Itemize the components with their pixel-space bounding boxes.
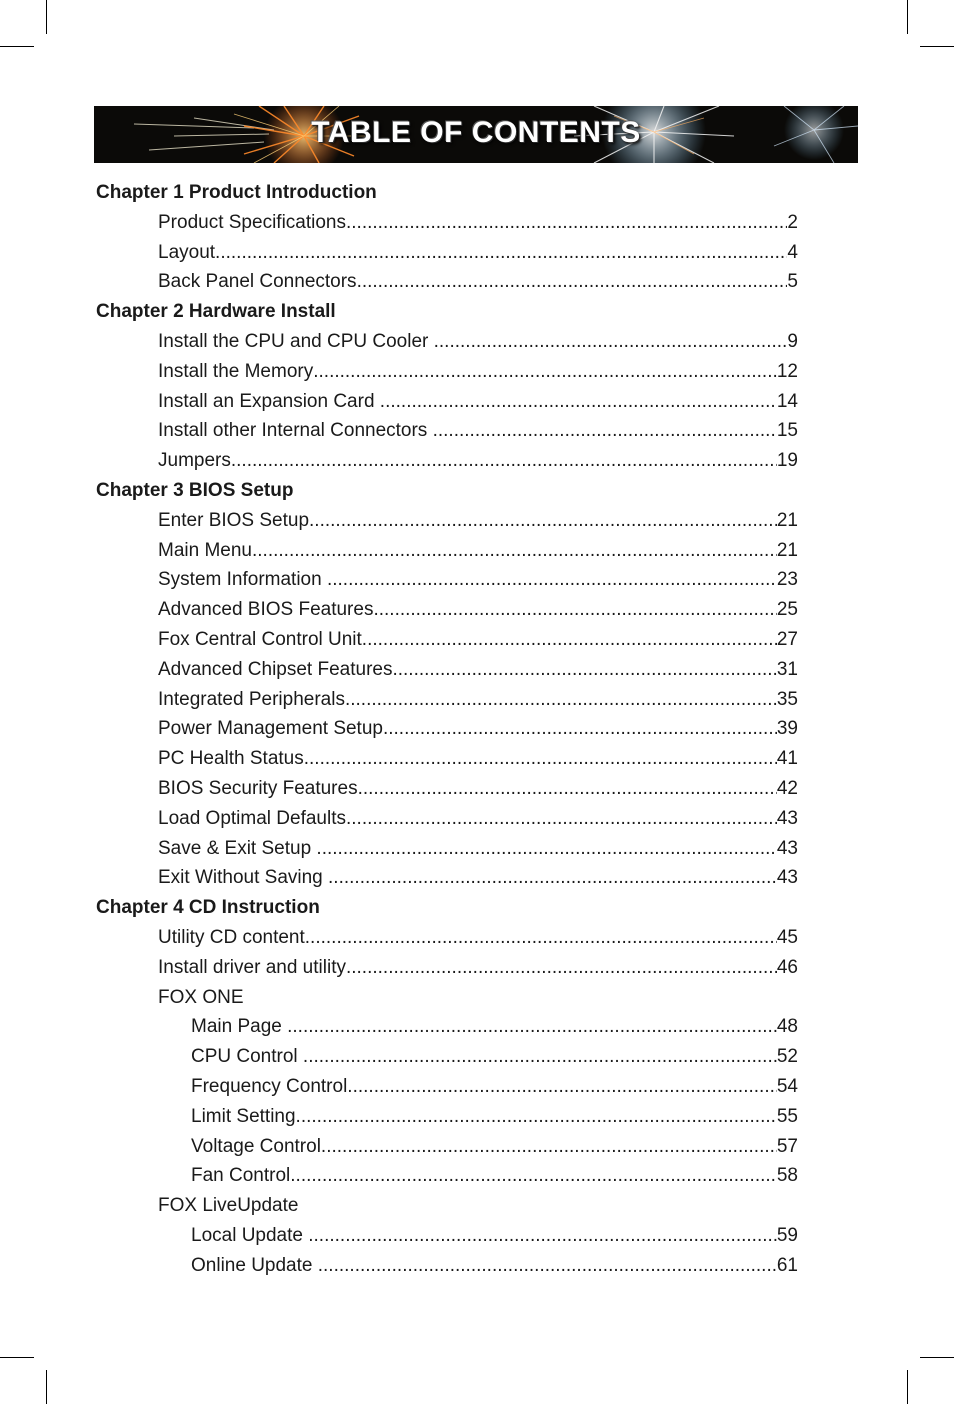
toc-page-number: 57 <box>776 1135 798 1157</box>
toc-entry-label: Install driver and utility <box>158 956 346 978</box>
dot-leader <box>347 1072 777 1102</box>
dot-leader <box>287 1012 777 1042</box>
toc-entry <box>96 685 798 715</box>
toc-entry-label: BIOS Security Features <box>158 777 358 799</box>
dot-leader <box>316 834 776 864</box>
dot-leader <box>304 744 777 774</box>
dot-leader <box>303 1042 777 1072</box>
toc-title: TABLE OF CONTENTS <box>311 116 641 149</box>
toc-entry-label: Power Management Setup <box>158 718 383 740</box>
toc-page-number: 42 <box>776 777 798 799</box>
crop-mark <box>920 1357 954 1358</box>
toc-page-number: 41 <box>776 748 798 770</box>
dot-leader <box>434 327 788 357</box>
dot-leader <box>313 357 777 387</box>
toc-chapter-heading: Chapter 2 Hardware Install <box>96 301 336 323</box>
dot-leader <box>380 387 777 417</box>
toc-entry <box>96 744 798 774</box>
toc-entry <box>96 1132 798 1162</box>
toc-page-number: 39 <box>776 718 798 740</box>
dot-leader <box>383 714 777 744</box>
dot-leader <box>328 863 777 893</box>
dot-leader <box>305 923 777 953</box>
toc-entry-label: Install the Memory <box>158 360 314 382</box>
toc-page-number: 48 <box>776 1016 798 1038</box>
toc-entry-label: Jumpers <box>158 450 231 472</box>
toc-entry <box>96 267 798 297</box>
crop-mark <box>0 1357 34 1358</box>
toc-page-number: 14 <box>776 390 798 412</box>
toc-page-number: 31 <box>776 658 798 680</box>
toc-page-number: 23 <box>776 569 798 591</box>
toc-entry <box>96 655 798 685</box>
toc-chapter-heading: Chapter 1 Product Introduction <box>96 182 377 203</box>
toc-entry-label: Main Menu <box>158 539 252 561</box>
dot-leader <box>346 953 777 983</box>
toc-page-number: 61 <box>776 1254 798 1276</box>
crop-mark <box>46 0 47 34</box>
toc-entry-label: Advanced BIOS Features <box>158 599 374 621</box>
toc-entry <box>96 1072 798 1102</box>
toc-entry <box>96 774 798 804</box>
toc-entry <box>96 1251 798 1281</box>
dot-leader <box>309 506 777 536</box>
dot-leader <box>392 655 776 685</box>
toc-page-number: 54 <box>776 1075 798 1097</box>
toc-entry-label: PC Health Status <box>158 748 304 770</box>
toc-entry-label: Install the CPU and CPU Cooler <box>158 330 434 352</box>
toc-entry <box>96 506 798 536</box>
dot-leader <box>252 536 777 566</box>
toc-section-heading: FOX ONE <box>158 986 244 1008</box>
toc-entry-label: Exit Without Saving <box>158 867 329 889</box>
toc-entry <box>96 834 798 864</box>
toc-entry <box>96 1102 798 1132</box>
toc-page-number: 12 <box>776 360 798 382</box>
toc-entry-label: Online Update <box>191 1254 318 1276</box>
dot-leader <box>362 625 777 655</box>
toc-entry <box>96 416 798 446</box>
toc-page-number: 19 <box>776 450 798 472</box>
dot-leader <box>215 238 787 268</box>
dot-leader <box>373 595 776 625</box>
toc-page-number: 4 <box>787 241 798 263</box>
toc-entry <box>96 357 798 387</box>
toc-entry <box>96 625 798 655</box>
toc-page-number: 43 <box>776 837 798 859</box>
toc-entry-label: Voltage Control <box>191 1135 321 1157</box>
toc-page-number: 46 <box>776 956 798 978</box>
toc-entry-label: Back Panel Connectors <box>158 271 357 293</box>
toc-page-number: 45 <box>776 926 798 948</box>
toc-entry <box>96 536 798 566</box>
toc-entry <box>96 1161 798 1191</box>
toc-entry-label: System Information <box>158 569 327 591</box>
toc-list <box>96 178 798 1280</box>
toc-chapter-heading: Chapter 4 CD Instruction <box>96 897 320 919</box>
toc-entry-label: Install other Internal Connectors <box>158 420 433 442</box>
toc-page-number: 2 <box>787 211 798 233</box>
toc-entry <box>96 1012 798 1042</box>
crop-mark <box>907 1370 908 1404</box>
toc-entry <box>96 238 798 268</box>
toc-page-number: 59 <box>776 1224 798 1246</box>
dot-leader <box>357 267 788 297</box>
toc-entry-label: Limit Setting <box>191 1105 296 1127</box>
toc-entry-label: Layout <box>158 241 216 263</box>
crop-mark <box>920 46 954 47</box>
toc-page-number: 43 <box>776 807 798 829</box>
toc-page-number: 52 <box>776 1046 798 1068</box>
dot-leader <box>290 1161 777 1191</box>
crop-mark <box>0 46 34 47</box>
dot-leader <box>318 1251 777 1281</box>
crop-mark <box>907 0 908 34</box>
dot-leader <box>231 446 777 476</box>
toc-entry-label: Frequency Control <box>191 1075 348 1097</box>
toc-page-number: 25 <box>776 599 798 621</box>
toc-banner <box>94 106 858 163</box>
toc-entry <box>96 208 798 238</box>
dot-leader <box>327 565 777 595</box>
toc-entry-label: Local Update <box>191 1224 309 1246</box>
toc-entry <box>96 1042 798 1072</box>
toc-entry <box>96 327 798 357</box>
toc-entry-label: Fan Control <box>191 1165 291 1187</box>
toc-page-number: 58 <box>776 1165 798 1187</box>
dot-leader <box>346 804 777 834</box>
toc-page-number: 5 <box>787 271 798 293</box>
toc-entry-label: Advanced Chipset Features <box>158 658 393 680</box>
dot-leader <box>308 1221 777 1251</box>
toc-entry-label: Main Page <box>191 1016 288 1038</box>
toc-entry-label: Product Specifications <box>158 211 346 233</box>
dot-leader <box>321 1132 777 1162</box>
toc-entry-label: Install an Expansion Card <box>158 390 380 412</box>
dot-leader <box>433 416 777 446</box>
toc-entry <box>96 1221 798 1251</box>
dot-leader <box>358 774 777 804</box>
toc-entry <box>96 387 798 417</box>
toc-entry-label: Integrated Peripherals <box>158 688 345 710</box>
dot-leader <box>345 685 777 715</box>
toc-page-number: 55 <box>776 1105 798 1127</box>
toc-page-number: 21 <box>776 509 798 531</box>
toc-entry-label: Fox Central Control Unit <box>158 628 362 650</box>
toc-page-number: 9 <box>787 330 798 352</box>
toc-entry <box>96 714 798 744</box>
toc-entry <box>96 953 798 983</box>
toc-entry <box>96 863 798 893</box>
dot-leader <box>296 1102 777 1132</box>
crop-mark <box>46 1370 47 1404</box>
toc-entry-label: Load Optimal Defaults <box>158 807 346 829</box>
toc-entry-label: Enter BIOS Setup <box>158 509 310 531</box>
toc-section-heading: FOX LiveUpdate <box>158 1195 299 1217</box>
toc-entry <box>96 804 798 834</box>
toc-entry <box>96 923 798 953</box>
dot-leader <box>346 208 787 238</box>
toc-entry <box>96 595 798 625</box>
toc-page-number: 21 <box>776 539 798 561</box>
toc-entry <box>96 446 798 476</box>
toc-page-number: 27 <box>776 628 798 650</box>
toc-entry-label: CPU Control <box>191 1046 303 1068</box>
toc-entry-label: Save & Exit Setup <box>158 837 317 859</box>
toc-entry-label: Utility CD content <box>158 926 305 948</box>
toc-page-number: 35 <box>776 688 798 710</box>
toc-entry <box>96 565 798 595</box>
toc-page-number: 15 <box>776 420 798 442</box>
toc-chapter-heading: Chapter 3 BIOS Setup <box>96 479 294 501</box>
toc-page-number: 43 <box>776 867 798 889</box>
